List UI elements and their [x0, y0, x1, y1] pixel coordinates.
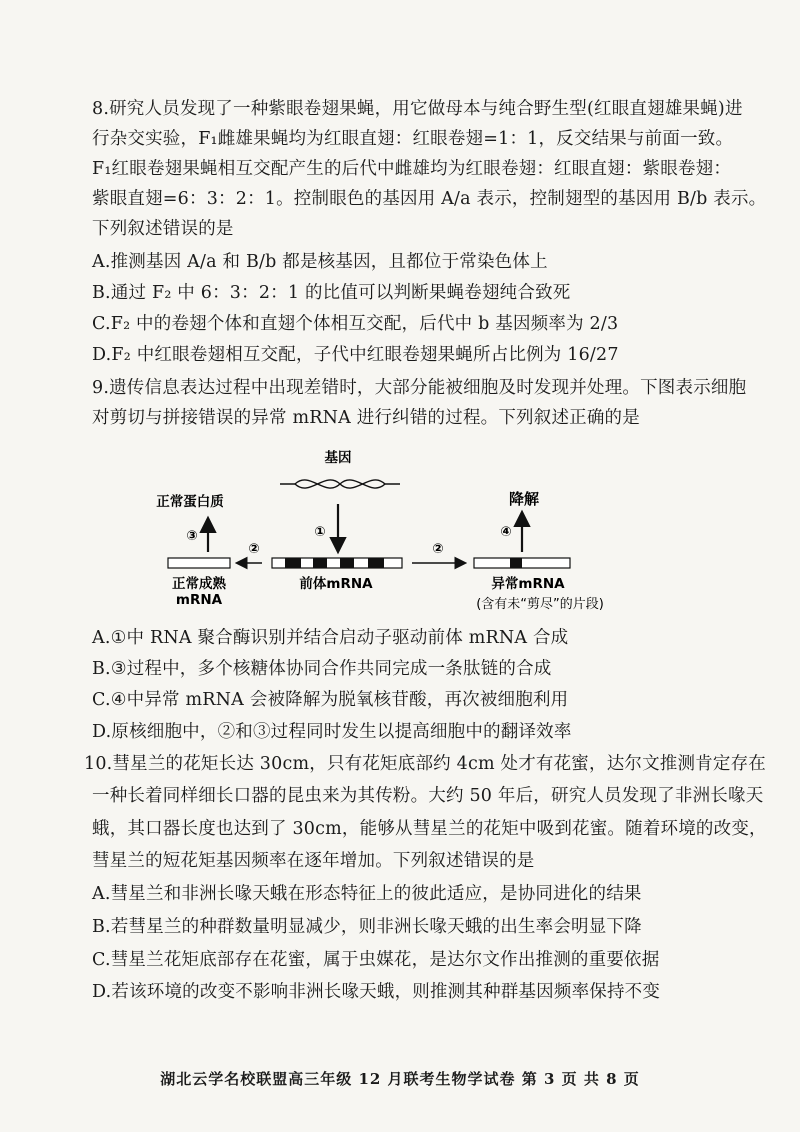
degrade-label: 降解 — [508, 490, 540, 508]
q10-stem-line-2: 一种长着同样细长口器的昆虫来为其传粉。大约 50 年后，研究人员发现了非洲长喙天 — [92, 786, 764, 806]
q9-option-c: C.④中异常 mRNA 会被降解为脱氧核苷酸，再次被细胞利用 — [92, 690, 569, 710]
step-3-label: ③ — [186, 528, 198, 544]
normal-mrna-label-1: 正常成熟 — [172, 576, 226, 592]
normal-protein-label: 正常蛋白质 — [156, 494, 224, 510]
q8-option-d: D.F₂ 中红眼卷翅相互交配，子代中红眼卷翅果蝇所占比例为 16/27 — [92, 345, 619, 365]
abnormal-mrna-note: (含有未“剪尽”的片段) — [476, 597, 604, 612]
abnormal-mrna-bar — [474, 558, 570, 568]
normal-mrna-label-2: mRNA — [175, 592, 223, 608]
normal-mrna-bar — [168, 558, 230, 568]
q8-option-a: A.推测基因 A/a 和 B/b 都是核基因，且都位于常染色体上 — [92, 252, 548, 272]
q9-stem-line-1: 9.遗传信息表达过程中出现差错时，大部分能被细胞及时发现并处理。下图表示细胞 — [92, 378, 747, 398]
abnormal-mrna-label: 异常mRNA — [491, 576, 565, 592]
step-2-left-label: ② — [248, 541, 260, 557]
q8-stem-line-2: 行杂交实验，F₁雌雄果蝇均为红眼直翅：红眼卷翅=1：1，反交结果与前面一致。 — [92, 129, 734, 149]
q9-option-a: A.①中 RNA 聚合酶识别并结合启动子驱动前体 mRNA 合成 — [92, 628, 569, 648]
q10-stem-line-1: 10.彗星兰的花矩长达 30cm，只有花矩底部约 4cm 处才有花蜜，达尔文推测肯定存在 — [84, 754, 767, 774]
q9-stem-line-2: 对剪切与拼接错误的异常 mRNA 进行纠错的过程。下列叙述正确的是 — [92, 408, 640, 428]
mrna-correction-diagram — [150, 448, 710, 618]
step-1-label: ① — [314, 524, 326, 540]
pre-mrna-label: 前体mRNA — [299, 576, 373, 592]
q8-option-c: C.F₂ 中的卷翅个体和直翅个体相互交配，后代中 b 基因频率为 2/3 — [92, 314, 619, 334]
q10-option-d: D.若该环境的改变不影响非洲长喙天蛾，则推测其种群基因频率保持不变 — [92, 982, 661, 1002]
q10-stem-line-4: 彗星兰的短花矩基因频率在逐年增加。下列叙述错误的是 — [92, 851, 535, 871]
q10-option-c: C.彗星兰花矩底部存在花蜜，属于虫媒花，是达尔文作出推测的重要依据 — [92, 950, 660, 970]
pre-mrna-bar — [272, 558, 402, 568]
step-4-label: ④ — [500, 524, 512, 540]
gene-label: 基因 — [324, 450, 352, 466]
q9-option-b: B.③过程中，多个核糖体协同合作共同完成一条肽链的合成 — [92, 659, 552, 679]
q8-stem-line-1: 8.研究人员发现了一种紫眼卷翅果蝇，用它做母本与纯合野生型(红眼直翅雄果蝇)进 — [92, 99, 743, 119]
q8-stem-line-5: 下列叙述错误的是 — [92, 219, 234, 239]
q8-stem-line-4: 紫眼直翅=6：3：2：1。控制眼色的基因用 A/a 表示，控制翅型的基因用 B/b 表示。 — [92, 189, 767, 209]
q10-option-a: A.彗星兰和非洲长喙天蛾在形态特征上的彼此适应，是协同进化的结果 — [92, 884, 642, 904]
q8-option-b: B.通过 F₂ 中 6：3：2：1 的比值可以判断果蝇卷翅纯合致死 — [92, 283, 571, 303]
q8-stem-line-3: F₁红眼卷翅果蝇相互交配产生的后代中雌雄均为红眼卷翅：红眼直翅：紫眼卷翅： — [92, 159, 732, 179]
dna-helix — [280, 480, 400, 488]
q9-option-d: D.原核细胞中，②和③过程同时发生以提高细胞中的翻译效率 — [92, 722, 572, 742]
step-2-right-label: ② — [432, 541, 444, 557]
q10-option-b: B.若彗星兰的种群数量明显减少，则非洲长喙天蛾的出生率会明显下降 — [92, 917, 642, 937]
page-footer: 湖北云学名校联盟高三年级 12 月联考生物学试卷 第 3 页 共 8 页 — [160, 1070, 640, 1088]
q10-stem-line-3: 蛾，其口器长度也达到了 30cm，能够从彗星兰的花矩中吸到花蜜。随着环境的改变， — [92, 819, 767, 839]
